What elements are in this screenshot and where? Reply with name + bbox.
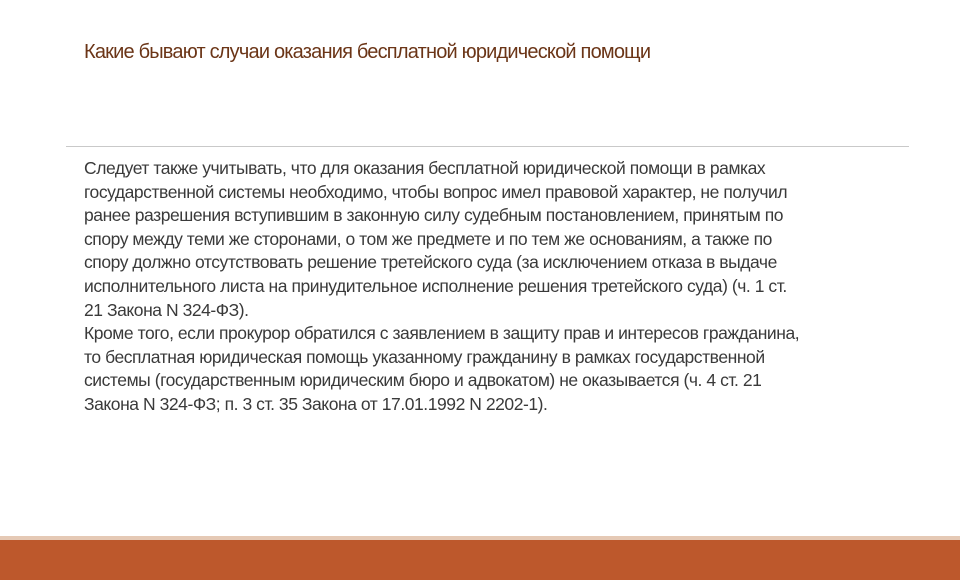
title-divider	[66, 146, 909, 147]
slide-title: Какие бывают случаи оказания бесплатной юридической помощи	[84, 41, 651, 63]
body-paragraph: Следует также учитывать, что для оказания бесплатной юридической помощи в рамках государственной системы необходимо, чтобы вопрос имел правовой характер, не получил ранее разрешения вступившим в законную силу судебным постановлением, принятым по спору между теми же сторонами, о том же предмете и по тем же основаниям, а также по спору должно отсутствовать решение третейского суда (за исключением отказа в выдаче исполнительного листа на принудительное исполнение решения третейского суда) (ч. 1 ст. 21 Закона N 324-ФЗ).	[84, 158, 788, 320]
footer-accent-bar	[0, 540, 960, 580]
body-paragraph: Кроме того, если прокурор обратился с заявлением в защиту прав и интересов гражданина, то бесплатная юридическая помощь указанному гражданину в рамках государственной системы (государственным юридическим бюро и адвокатом) не оказывается (ч. 4 ст. 21 Закона N 324-ФЗ; п. 3 ст. 35 Закона от 17.01.1992 N 2202-1).	[84, 323, 800, 414]
slide-body	[84, 157, 804, 417]
